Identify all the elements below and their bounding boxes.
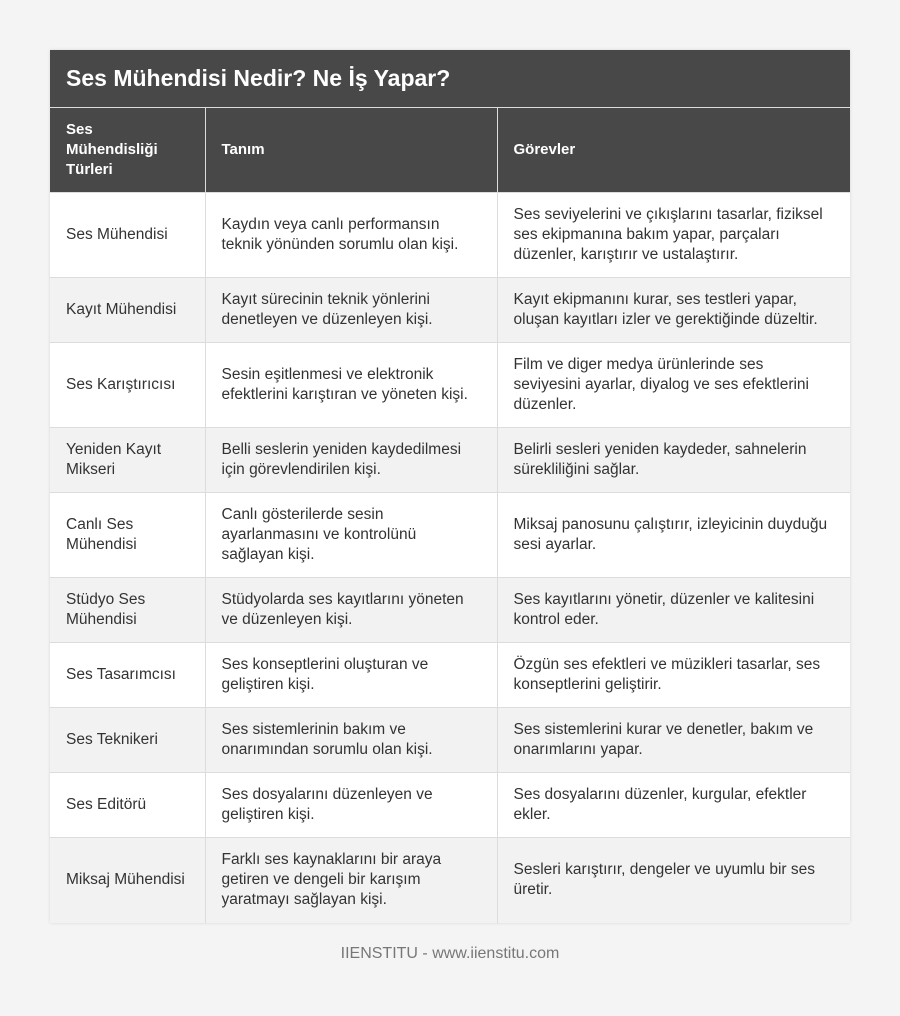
cell-duties: Ses seviyelerini ve çıkışlarını tasarlar, fiziksel ses ekipmanına bakım yapar, parçaları düzenler, karıştırır ve ustalaştırır. [497, 193, 850, 278]
column-header-type: Ses Mühendisliği Türleri [50, 108, 205, 193]
table-row [50, 193, 850, 278]
table-header-row [50, 108, 850, 193]
cell-duties: Miksaj panosunu çalıştırır, izleyicinin duyduğu sesi ayarlar. [497, 493, 850, 578]
table-row [50, 278, 850, 343]
content-card [50, 50, 850, 923]
cell-definition: Ses dosyalarını düzenleyen ve geliştiren kişi. [205, 773, 497, 838]
footer-credit: IIENSTITU - www.iienstitu.com [340, 945, 560, 962]
cell-duties: Ses sistemlerini kurar ve denetler, bakım ve onarımlarını yapar. [497, 708, 850, 773]
engineering-types-table [50, 108, 850, 923]
cell-definition: Stüdyolarda ses kayıtlarını yöneten ve düzenleyen kişi. [205, 578, 497, 643]
cell-type: Canlı Ses Mühendisi [50, 493, 205, 578]
cell-type: Ses Tasarımcısı [50, 643, 205, 708]
cell-definition: Ses sistemlerinin bakım ve onarımından sorumlu olan kişi. [205, 708, 497, 773]
table-row [50, 493, 850, 578]
cell-definition: Kayıt sürecinin teknik yönlerini denetleyen ve düzenleyen kişi. [205, 278, 497, 343]
table-row [50, 428, 850, 493]
table-row [50, 343, 850, 428]
cell-duties: Sesleri karıştırır, dengeler ve uyumlu bir ses üretir. [497, 838, 850, 923]
cell-duties: Belirli sesleri yeniden kaydeder, sahnelerin sürekliliğini sağlar. [497, 428, 850, 493]
cell-duties: Film ve diger medya ürünlerinde ses seviyesini ayarlar, diyalog ve ses efektlerini düzenler. [497, 343, 850, 428]
cell-duties: Kayıt ekipmanını kurar, ses testleri yapar, oluşan kayıtları izler ve gerektiğinde düzeltir. [497, 278, 850, 343]
table-row [50, 838, 850, 923]
cell-type: Ses Editörü [50, 773, 205, 838]
cell-duties: Ses kayıtlarını yönetir, düzenler ve kalitesini kontrol eder. [497, 578, 850, 643]
table-row [50, 708, 850, 773]
cell-duties: Özgün ses efektleri ve müzikleri tasarlar, ses konseptlerini geliştirir. [497, 643, 850, 708]
cell-type: Ses Teknikeri [50, 708, 205, 773]
column-header-duties: Görevler [497, 108, 850, 193]
cell-definition: Belli seslerin yeniden kaydedilmesi için görevlendirilen kişi. [205, 428, 497, 493]
page-title: Ses Mühendisi Nedir? Ne İş Yapar? [50, 50, 850, 108]
cell-definition: Kaydın veya canlı performansın teknik yönünden sorumlu olan kişi. [205, 193, 497, 278]
table-row [50, 773, 850, 838]
cell-type: Ses Karıştırıcısı [50, 343, 205, 428]
cell-type: Kayıt Mühendisi [50, 278, 205, 343]
cell-definition: Ses konseptlerini oluşturan ve geliştiren kişi. [205, 643, 497, 708]
table-row [50, 643, 850, 708]
cell-type: Stüdyo Ses Mühendisi [50, 578, 205, 643]
cell-type: Miksaj Mühendisi [50, 838, 205, 923]
cell-definition: Sesin eşitlenmesi ve elektronik efektlerini karıştıran ve yöneten kişi. [205, 343, 497, 428]
cell-type: Ses Mühendisi [50, 193, 205, 278]
cell-type: Yeniden Kayıt Mikseri [50, 428, 205, 493]
table-row [50, 578, 850, 643]
cell-definition: Farklı ses kaynaklarını bir araya getiren ve dengeli bir karışım yaratmayı sağlayan kişi. [205, 838, 497, 923]
column-header-definition: Tanım [205, 108, 497, 193]
cell-definition: Canlı gösterilerde sesin ayarlanmasını ve kontrolünü sağlayan kişi. [205, 493, 497, 578]
cell-duties: Ses dosyalarını düzenler, kurgular, efektler ekler. [497, 773, 850, 838]
